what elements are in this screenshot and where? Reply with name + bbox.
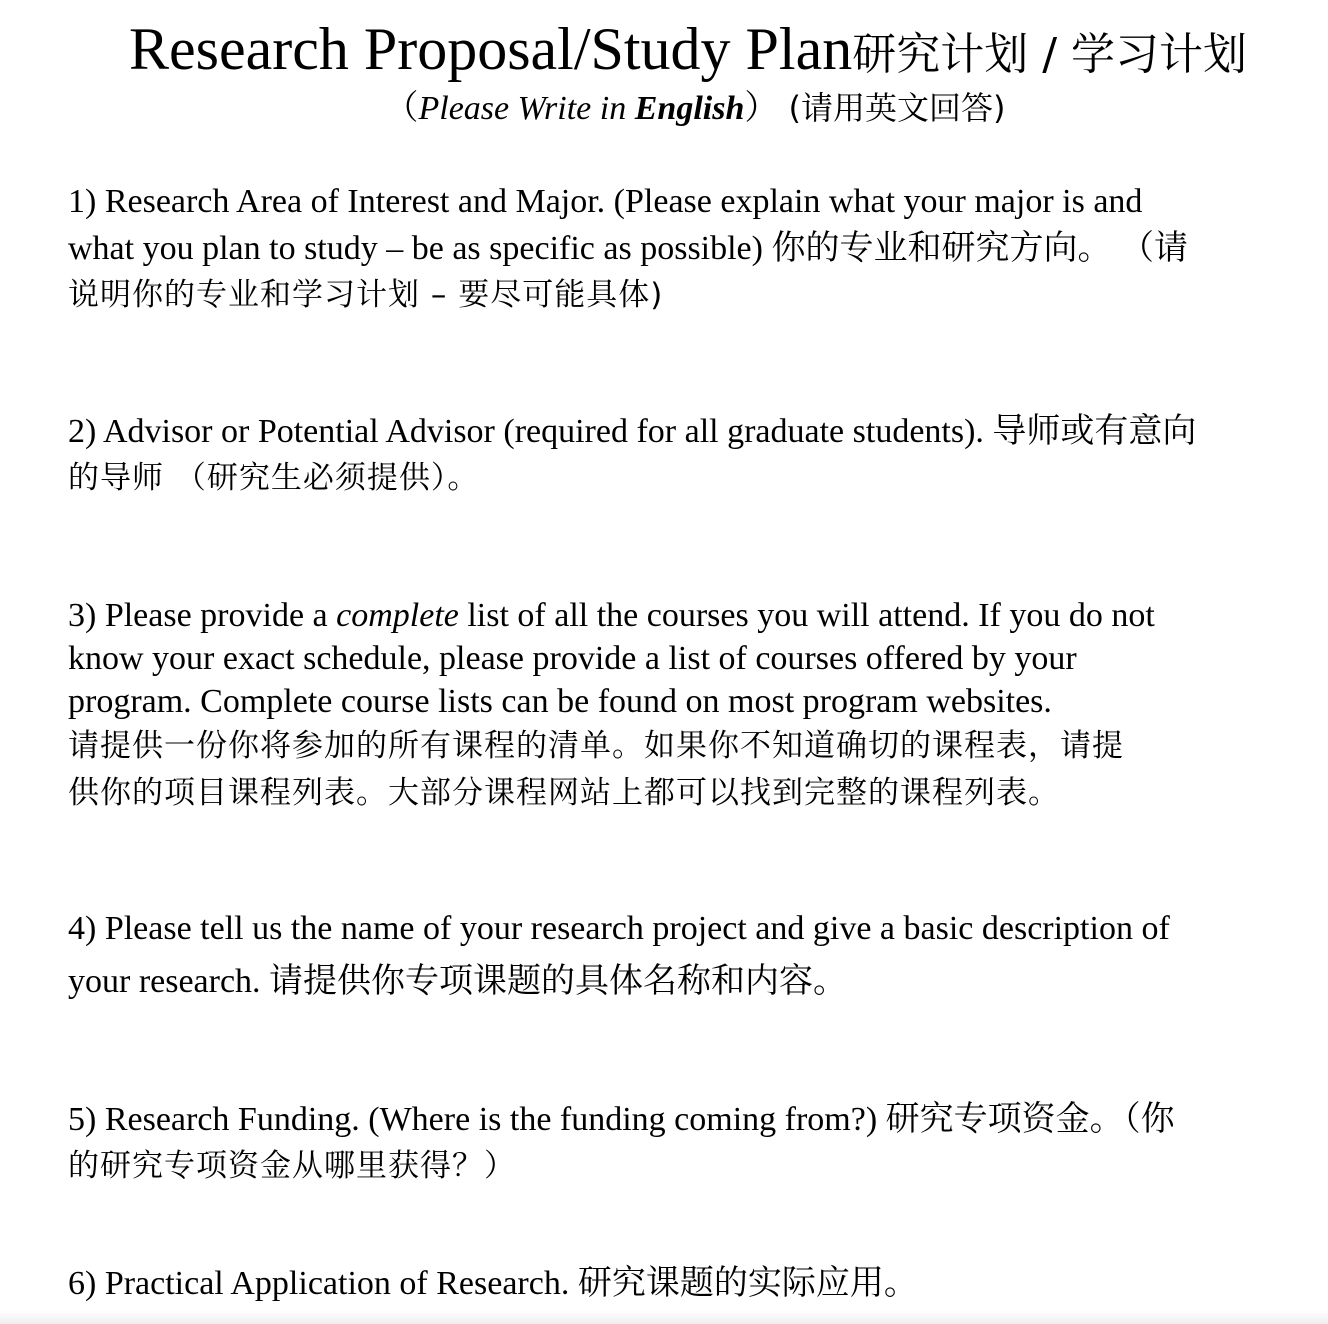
question-line: 说明你的专业和学习计划 – 要尽可能具体) (68, 277, 664, 313)
page-title (0, 14, 1328, 90)
subtitle-chinese: (请用英文回答) (778, 89, 1006, 127)
question-3 (68, 594, 1308, 817)
subtitle-open-paren: （ (384, 90, 419, 127)
question-emphasis: complete (336, 597, 459, 634)
question-line: program. Complete course lists can be found on most program websites. (68, 683, 1052, 720)
question-line: your research. 请提供你专项课题的具体名称和内容。 (68, 963, 848, 1000)
page-subtitle (0, 86, 1328, 131)
question-line: 的导师 （研究生必须提供）。 (68, 460, 480, 496)
question-line (68, 594, 1308, 637)
question-prefix: 3) Please provide a (68, 597, 337, 634)
question-line: 5) Research Funding. (Where is the funding coming from?) 研究专项资金。（你 (68, 1101, 1175, 1138)
question-2 (68, 408, 1308, 502)
question-4 (68, 902, 1308, 1008)
question-line: 1) Research Area of Interest and Major. (Please explain what your major is and (68, 183, 1143, 220)
question-line: 请提供一份你将参加的所有课程的清单。如果你不知道确切的课程表，请提 (68, 728, 1124, 764)
title-chinese: 研究计划 / 学习计划 (852, 29, 1248, 80)
question-line: 2) Advisor or Potential Advisor (required for all graduate students). 导师或有意向 (68, 413, 1197, 450)
question-line: what you plan to study – be as specific as possible) 你的专业和研究方向。 （请 (68, 230, 1188, 267)
question-rest: list of all the courses you will attend. If you do not (458, 597, 1155, 634)
subtitle-please-write: Please Write in (418, 90, 635, 127)
question-1 (68, 178, 1308, 319)
question-line: 6) Practical Application of Research. 研究课题的实际应用。 (68, 1265, 918, 1302)
question-6 (68, 1260, 1308, 1307)
subtitle-english: English (634, 90, 745, 127)
question-line: 4) Please tell us the name of your research project and give a basic description of (68, 910, 1170, 947)
question-5 (68, 1096, 1308, 1190)
question-line: 的研究专项资金从哪里获得？） (68, 1148, 516, 1184)
page-bottom-shadow (0, 1310, 1328, 1324)
subtitle-close-paren: ） (744, 90, 779, 127)
question-line: 供你的项目课程列表。大部分课程网站上都可以找到完整的课程列表。 (68, 775, 1060, 811)
title-english: Research Proposal/Study Plan (128, 16, 853, 82)
question-line: know your exact schedule, please provide a list of courses offered by your (68, 640, 1077, 677)
